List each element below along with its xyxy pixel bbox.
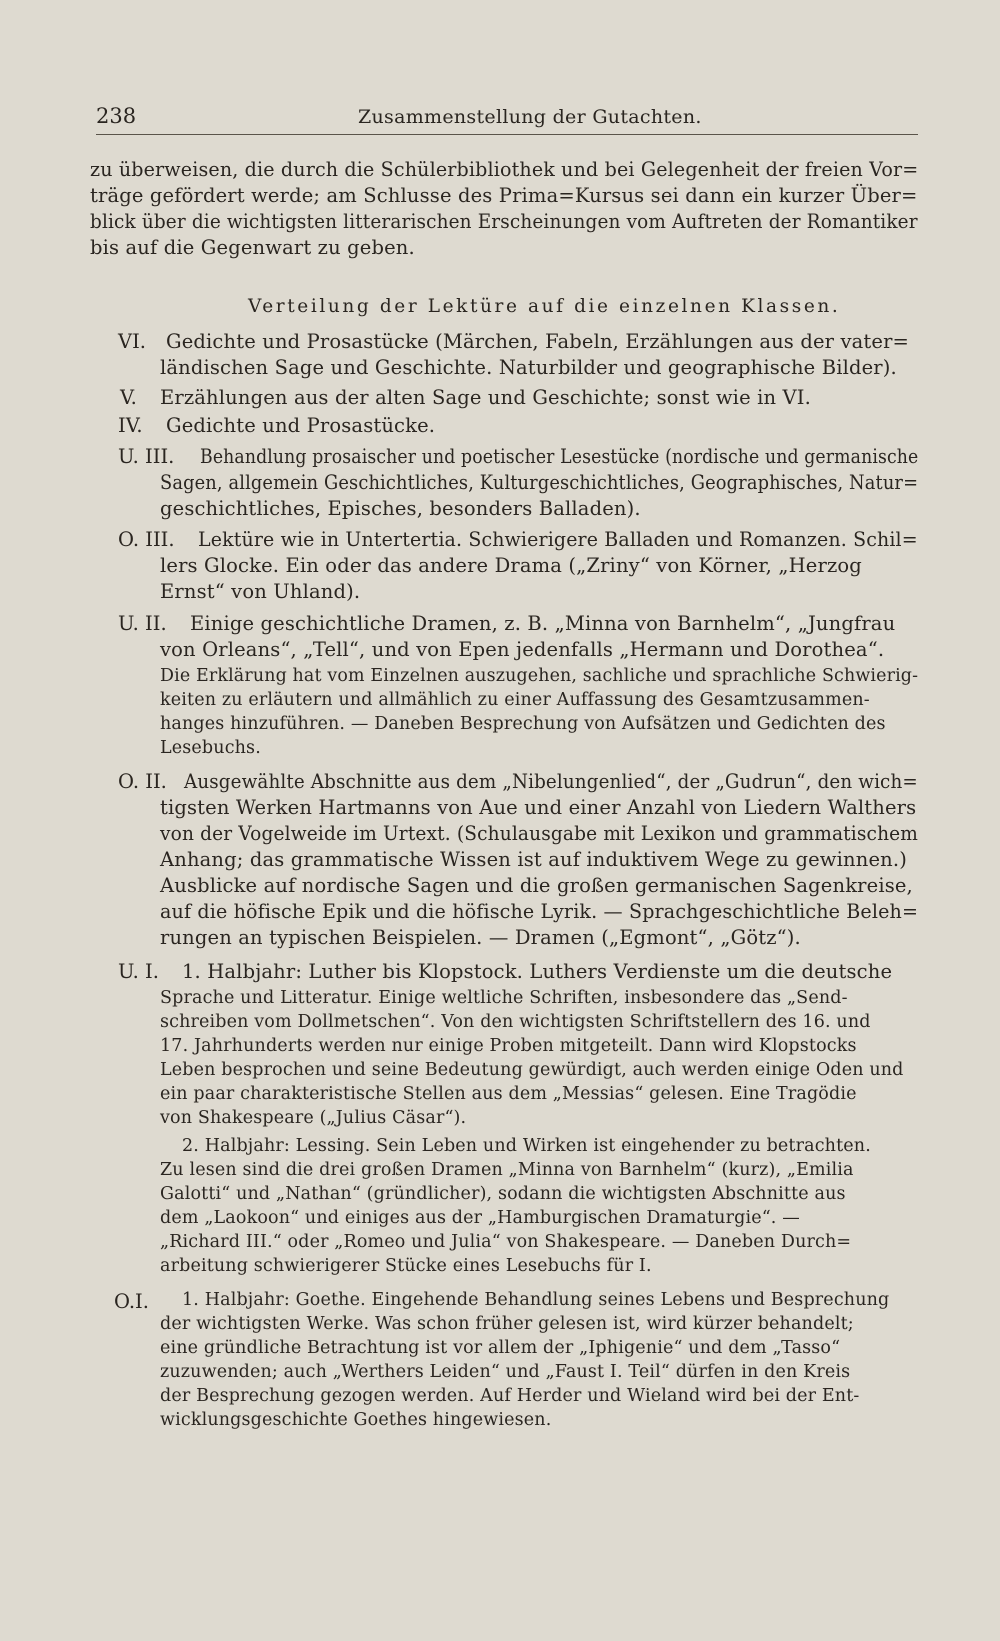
text-line: träge gefördert werde; am Schlusse des Prima=Kursus sei dann ein kurzer Über=	[90, 184, 918, 207]
text-line: Sprache und Litteratur. Einige weltliche Schriften, insbesondere das „Send-	[160, 988, 848, 1008]
text-line: Zu lesen sind die drei großen Dramen „Minna von Barnhelm“ (kurz), „Emilia	[160, 1160, 854, 1180]
text-line: dem „Laokoon“ und einiges aus der „Hamburgischen Dramaturgie“. —	[160, 1208, 800, 1228]
text-line: zuzuwenden; auch „Werthers Leiden“ und „Faust I. Teil“ dürfen in den Kreis	[160, 1362, 851, 1382]
text-line: ländischen Sage und Geschichte. Naturbilder und geographische Bilder).	[160, 356, 897, 379]
text-line: Lektüre wie in Untertertia. Schwierigere Balladen und Romanzen. Schil=	[198, 528, 918, 551]
text-line: Einige geschichtliche Dramen, z. B. „Minna von Barnhelm“, „Jungfrau	[190, 612, 896, 635]
text-line: Galotti“ und „Nathan“ (gründlicher), sodann die wichtigsten Abschnitte aus	[160, 1184, 846, 1204]
text-line: bis auf die Gegenwart zu geben.	[90, 236, 415, 259]
text-line: keiten zu erläutern und allmählich zu einer Auffassung des Gesamtzusammen-	[160, 690, 870, 710]
text-line: 1. Halbjahr: Goethe. Eingehende Behandlung seines Lebens und Besprechung	[182, 1290, 890, 1310]
text-line: hanges hinzuführen. — Daneben Besprechung von Aufsätzen und Gedichten des	[160, 714, 886, 734]
text-line: 17. Jahrhunderts werden nur einige Proben mitgeteilt. Dann wird Klopstocks	[160, 1036, 857, 1056]
text-line: von Orleans“, „Tell“, und von Epen jedenfalls „Hermann und Dorothea“.	[160, 638, 885, 661]
text-line: der wichtigsten Werke. Was schon früher gelesen ist, wird kürzer behandelt;	[160, 1314, 854, 1334]
text-line: eine gründliche Betrachtung ist vor allem der „Iphigenie“ und dem „Tasso“	[160, 1338, 841, 1358]
class-label: O.I.	[114, 1290, 149, 1313]
text-line: Anhang; das grammatische Wissen ist auf induktivem Wege zu gewinnen.)	[160, 848, 907, 871]
text-line: Ausgewählte Abschnitte aus dem „Nibelungenlied“, der „Gudrun“, den wich=	[184, 770, 918, 793]
text-line: Leben besprochen und seine Bedeutung gewürdigt, auch werden einige Oden und	[160, 1060, 904, 1080]
text-line: schreiben vom Dollmetschen“. Von den wichtigsten Schriftstellern des 16. und	[160, 1012, 871, 1032]
text-line: arbeitung schwierigerer Stücke eines Lesebuchs für I.	[160, 1256, 652, 1276]
text-line: geschichtliches, Episches, besonders Balladen).	[160, 497, 641, 520]
text-line: auf die höfische Epik und die höfische Lyrik. — Sprachgeschichtliche Beleh=	[160, 900, 919, 923]
section-heading: Verteilung der Lektüre auf die einzelnen Klassen.	[248, 296, 841, 317]
text-line: 2. Halbjahr: Lessing. Sein Leben und Wirken ist eingehender zu betrachten.	[182, 1136, 871, 1156]
text-line: lers Glocke. Ein oder das andere Drama („Zriny“ von Körner, „Herzog	[160, 554, 862, 577]
text-line: zu überweisen, die durch die Schülerbibliothek und bei Gelegenheit der freien Vor=	[90, 158, 919, 181]
text-line: Sagen, allgemein Geschichtliches, Kulturgeschichtliches, Geographisches, Natur=	[160, 471, 919, 494]
class-label: VI.	[118, 330, 146, 353]
text-line: Gedichte und Prosastücke.	[166, 414, 436, 437]
text-line: ein paar charakteristische Stellen aus dem „Messias“ gelesen. Eine Tragödie	[160, 1084, 857, 1104]
class-label: U. III.	[118, 445, 175, 468]
class-label: U. I.	[118, 960, 159, 983]
text-line: Ernst“ von Uhland).	[160, 580, 361, 603]
text-line: „Richard III.“ oder „Romeo und Julia“ von Shakespeare. — Daneben Durch=	[160, 1232, 852, 1252]
text-line: Ausblicke auf nordische Sagen und die großen germanischen Sagenkreise,	[160, 874, 913, 897]
class-label: O. III.	[118, 528, 175, 551]
page-header	[96, 104, 918, 135]
text-line: Die Erklärung hat vom Einzelnen auszugehen, sachliche und sprachliche Schwierig-	[160, 666, 919, 686]
text-line: Erzählungen aus der alten Sage und Geschichte; sonst wie in VI.	[160, 386, 811, 409]
text-line: rungen an typischen Beispielen. — Dramen („Egmont“, „Götz“).	[160, 926, 801, 949]
text-line: Gedichte und Prosastücke (Märchen, Fabeln, Erzählungen aus der vater=	[166, 330, 910, 353]
text-line: 1. Halbjahr: Luther bis Klopstock. Luthers Verdienste um die deutsche	[182, 960, 893, 983]
text-line: blick über die wichtigsten litterarischen Erscheinungen vom Auftreten der Romantiker	[90, 210, 918, 233]
running-head: Zusammenstellung der Gutachten.	[358, 106, 702, 128]
text-line: wicklungsgeschichte Goethes hingewiesen.	[160, 1410, 552, 1430]
text-line: tigsten Werken Hartmanns von Aue und einer Anzahl von Liedern Walthers	[160, 796, 917, 819]
page-number: 238	[96, 104, 137, 128]
text-line: von Shakespeare („Julius Cäsar“).	[160, 1108, 467, 1128]
text-line: von der Vogelweide im Urtext. (Schulausgabe mit Lexikon und grammatischem	[160, 822, 919, 845]
class-label: U. II.	[118, 612, 167, 635]
text-line: der Besprechung gezogen werden. Auf Herder und Wieland wird bei der Ent-	[160, 1386, 860, 1406]
text-line: Lesebuchs.	[160, 738, 261, 758]
class-label: IV.	[118, 414, 143, 437]
text-line: Behandlung prosaischer und poetischer Lesestücke (nordische und germanische	[200, 445, 919, 468]
class-label: O. II.	[118, 770, 167, 793]
class-label: V.	[120, 386, 137, 409]
